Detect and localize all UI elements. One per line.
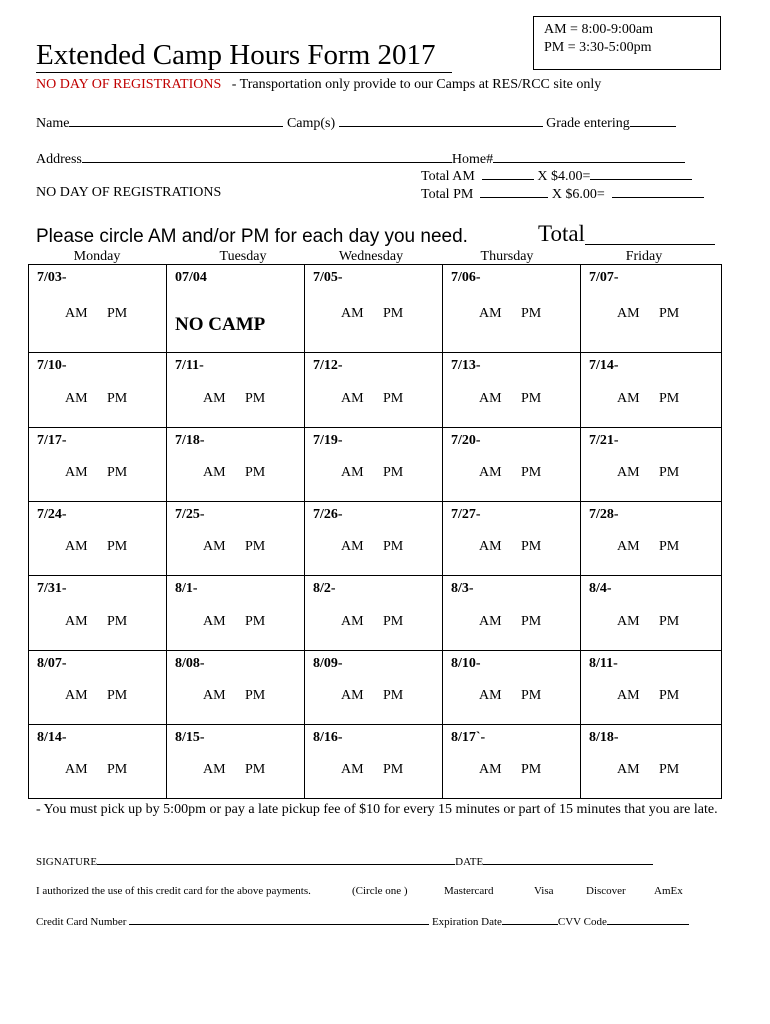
am-option[interactable]: AM [479,465,502,480]
day-cell-monday [29,576,167,651]
am-option[interactable]: AM [479,306,502,321]
total-am-line[interactable] [482,167,534,180]
day-cell-monday [29,651,167,725]
cell-date: 8/16- [313,730,343,745]
day-header-friday: Friday [625,249,663,264]
late-pickup-note: - You must pick up by 5:00pm or pay a late pickup fee of $10 for every 15 minutes or part of 15 minutes that you are late. [36,802,718,817]
day-cell-friday [581,576,721,651]
circle-instruction: Please circle AM and/or PM for each day you need. [36,226,468,247]
card-option-mastercard[interactable]: Mastercard [444,885,494,897]
day-cell-wednesday [305,725,443,798]
cell-date: 7/27- [451,507,481,522]
day-cell-monday [29,428,167,502]
pm-option[interactable]: PM [659,539,680,554]
cell-date: 7/24- [37,507,67,522]
pm-option[interactable]: PM [107,688,128,703]
day-cell-wednesday [305,265,443,353]
cell-date: 07/04 [175,270,207,285]
am-option[interactable]: AM [341,306,364,321]
pm-option[interactable]: PM [107,391,128,406]
day-header-thursday: Thursday [480,249,534,264]
day-header-wednesday: Wednesday [338,249,404,264]
cell-date: 8/08- [175,656,205,671]
total-pm-line[interactable] [480,185,548,198]
pm-option[interactable]: PM [383,762,404,777]
cell-date: 8/17`- [451,730,486,745]
date-label: DATE [455,856,484,868]
day-cell-wednesday [305,502,443,576]
cell-date: 7/28- [589,507,619,522]
date-line[interactable] [483,855,653,865]
am-option[interactable]: AM [341,539,364,554]
am-option[interactable]: AM [341,688,364,703]
pm-option[interactable]: PM [245,688,266,703]
pm-option[interactable]: PM [107,539,128,554]
card-option-visa[interactable]: Visa [534,885,554,897]
pm-option[interactable]: PM [107,614,128,629]
day-cell-wednesday [305,651,443,725]
pm-option[interactable]: PM [245,391,266,406]
day-cell-tuesday [167,353,305,428]
am-option[interactable]: AM [617,391,640,406]
day-cell-thursday [443,725,581,798]
title-underline [36,72,452,73]
am-option[interactable]: AM [65,391,88,406]
day-cell-tuesday [167,428,305,502]
pm-option[interactable]: PM [383,539,404,554]
day-cell-thursday [443,428,581,502]
grade-label: Grade entering [546,116,630,131]
cell-date: 8/11- [589,656,618,671]
cell-date: 8/14- [37,730,67,745]
day-cell-wednesday [305,428,443,502]
signature-line[interactable] [97,855,455,865]
name-label: Name [36,116,70,131]
cell-date: 8/10- [451,656,481,671]
total-am-label: Total AM [421,169,475,184]
cell-date: 7/03- [37,270,67,285]
registration-note [36,77,601,93]
day-cell-thursday [443,502,581,576]
form-title: Extended Camp Hours Form 2017 [36,39,436,71]
address-label: Address [36,152,82,167]
hours-box [533,16,721,70]
camps-label: Camp(s) [286,116,336,131]
day-cell-monday [29,725,167,798]
day-cell-thursday [443,651,581,725]
cvv-label: CVV Code [557,916,607,928]
pm-option[interactable]: PM [521,762,542,777]
am-option[interactable]: AM [341,762,364,777]
day-header-tuesday: Tuesday [219,249,267,264]
pm-option[interactable]: PM [107,306,128,321]
credit-card-row [36,915,689,928]
cell-date: 7/20- [451,433,481,448]
home-label: Home# [451,152,494,167]
am-option[interactable]: AM [617,688,640,703]
cell-date: 8/18- [589,730,619,745]
am-option[interactable]: AM [203,391,226,406]
cell-date: 7/05- [313,270,343,285]
pm-option[interactable]: PM [521,688,542,703]
day-cell-thursday [443,353,581,428]
day-cell-tuesday [167,725,305,798]
card-option-amex[interactable]: AmEx [654,885,683,897]
cell-date: 7/13- [451,358,481,373]
day-cell-tuesday [167,651,305,725]
day-cell-monday [29,502,167,576]
pm-option[interactable]: PM [659,614,680,629]
am-hours: AM = 8:00-9:00am [544,22,653,37]
expiration-label: Expiration Date [431,916,502,928]
pm-option[interactable]: PM [245,465,266,480]
am-option[interactable]: AM [65,306,88,321]
am-option[interactable]: AM [65,614,88,629]
cell-date: 8/1- [175,581,198,596]
am-option[interactable]: AM [617,762,640,777]
cvv-line[interactable] [607,915,689,925]
cell-date: 7/19- [313,433,343,448]
am-option[interactable]: AM [479,539,502,554]
total-line[interactable] [585,244,715,245]
cell-date: 7/26- [313,507,343,522]
cell-date: 7/21- [589,433,619,448]
pm-option[interactable]: PM [659,762,680,777]
pm-option[interactable]: PM [383,306,404,321]
am-option[interactable]: AM [203,614,226,629]
day-cell-friday [581,265,721,353]
pm-option[interactable]: PM [245,762,266,777]
day-cell-thursday [443,265,581,353]
am-option[interactable]: AM [617,614,640,629]
am-option[interactable]: AM [341,391,364,406]
pm-option[interactable]: PM [659,688,680,703]
day-cell-tuesday [167,502,305,576]
cell-date: 7/14- [589,358,619,373]
day-cell-friday [581,502,721,576]
card-option-discover[interactable]: Discover [586,885,626,897]
home-line[interactable] [493,150,685,163]
cell-date: 7/18- [175,433,205,448]
day-cell-monday [29,353,167,428]
am-option[interactable]: AM [617,539,640,554]
signature-label: SIGNATURE [36,856,98,868]
pm-option[interactable]: PM [383,688,404,703]
cc-number-line[interactable] [129,915,429,925]
day-cell-wednesday [305,353,443,428]
cell-date: 7/11- [175,358,204,373]
cell-date: 7/31- [37,581,67,596]
name-line[interactable] [69,114,283,127]
signature-row [36,855,653,868]
day-cell-friday [581,725,721,798]
total-am-amount-line[interactable] [590,167,692,180]
day-cell-tuesday [167,265,305,353]
transport-note: - Transportation only provide to our Camps at RES/RCC site only [231,77,602,92]
circle-one-label: (Circle one ) [352,885,408,897]
cell-date: 8/15- [175,730,205,745]
pm-option[interactable]: PM [245,614,266,629]
pm-option[interactable]: PM [521,465,542,480]
pm-option[interactable]: PM [521,306,542,321]
expiration-line[interactable] [502,915,558,925]
am-option[interactable]: AM [341,465,364,480]
cell-date: 8/09- [313,656,343,671]
no-camp-label: NO CAMP [175,314,266,335]
cell-date: 7/17- [37,433,67,448]
no-day-registrations-red: NO DAY OF REGISTRATIONS [36,77,222,92]
total-am-rate: X $4.00= [537,169,591,184]
cell-date: 7/06- [451,270,481,285]
total-pm-rate: X $6.00= [551,187,605,202]
pm-option[interactable]: PM [245,539,266,554]
am-option[interactable]: AM [203,688,226,703]
day-cell-friday [581,353,721,428]
am-option[interactable]: AM [479,391,502,406]
am-option[interactable]: AM [479,614,502,629]
day-cell-tuesday [167,576,305,651]
am-option[interactable]: AM [617,306,640,321]
authorize-text: I authorized the use of this credit card for the above payments. [36,885,311,897]
day-cell-monday [29,265,167,353]
name-field[interactable] [36,114,676,132]
pm-option[interactable]: PM [383,465,404,480]
total-pm-row [421,185,704,203]
cell-date: 8/2- [313,581,336,596]
pm-option[interactable]: PM [383,614,404,629]
am-option[interactable]: AM [65,688,88,703]
day-cell-friday [581,428,721,502]
total-pm-label: Total PM [421,187,474,202]
total-label: Total [538,221,585,246]
cc-number-label: Credit Card Number [36,916,127,928]
day-header-monday: Monday [73,249,121,264]
grade-line[interactable] [630,114,676,127]
am-option[interactable]: AM [65,539,88,554]
am-option[interactable]: AM [479,762,502,777]
pm-hours: PM = 3:30-5:00pm [544,40,652,55]
cell-date: 7/10- [37,358,67,373]
cell-date: 7/25- [175,507,205,522]
address-field[interactable] [36,150,685,168]
am-option[interactable]: AM [203,539,226,554]
pm-option[interactable]: PM [659,391,680,406]
am-option[interactable]: AM [65,465,88,480]
cell-date: 7/12- [313,358,343,373]
pm-option[interactable]: PM [521,539,542,554]
pm-option[interactable]: PM [659,306,680,321]
pm-option[interactable]: PM [107,465,128,480]
camps-line[interactable] [339,114,543,127]
cell-date: 8/3- [451,581,474,596]
schedule-grid [28,264,722,799]
pm-option[interactable]: PM [107,762,128,777]
am-option[interactable]: AM [65,762,88,777]
pm-option[interactable]: PM [521,391,542,406]
pm-option[interactable]: PM [659,465,680,480]
am-option[interactable]: AM [479,688,502,703]
cell-date: 7/07- [589,270,619,285]
address-line[interactable] [82,150,452,163]
am-option[interactable]: AM [203,762,226,777]
pm-option[interactable]: PM [521,614,542,629]
total-pm-amount-line[interactable] [612,185,704,198]
pm-option[interactable]: PM [383,391,404,406]
am-option[interactable]: AM [341,614,364,629]
day-cell-wednesday [305,576,443,651]
total-am-row [421,167,692,185]
cell-date: 8/4- [589,581,612,596]
am-option[interactable]: AM [617,465,640,480]
cell-date: 8/07- [37,656,67,671]
day-cell-thursday [443,576,581,651]
no-day-registrations: NO DAY OF REGISTRATIONS [36,185,222,200]
day-cell-friday [581,651,721,725]
am-option[interactable]: AM [203,465,226,480]
